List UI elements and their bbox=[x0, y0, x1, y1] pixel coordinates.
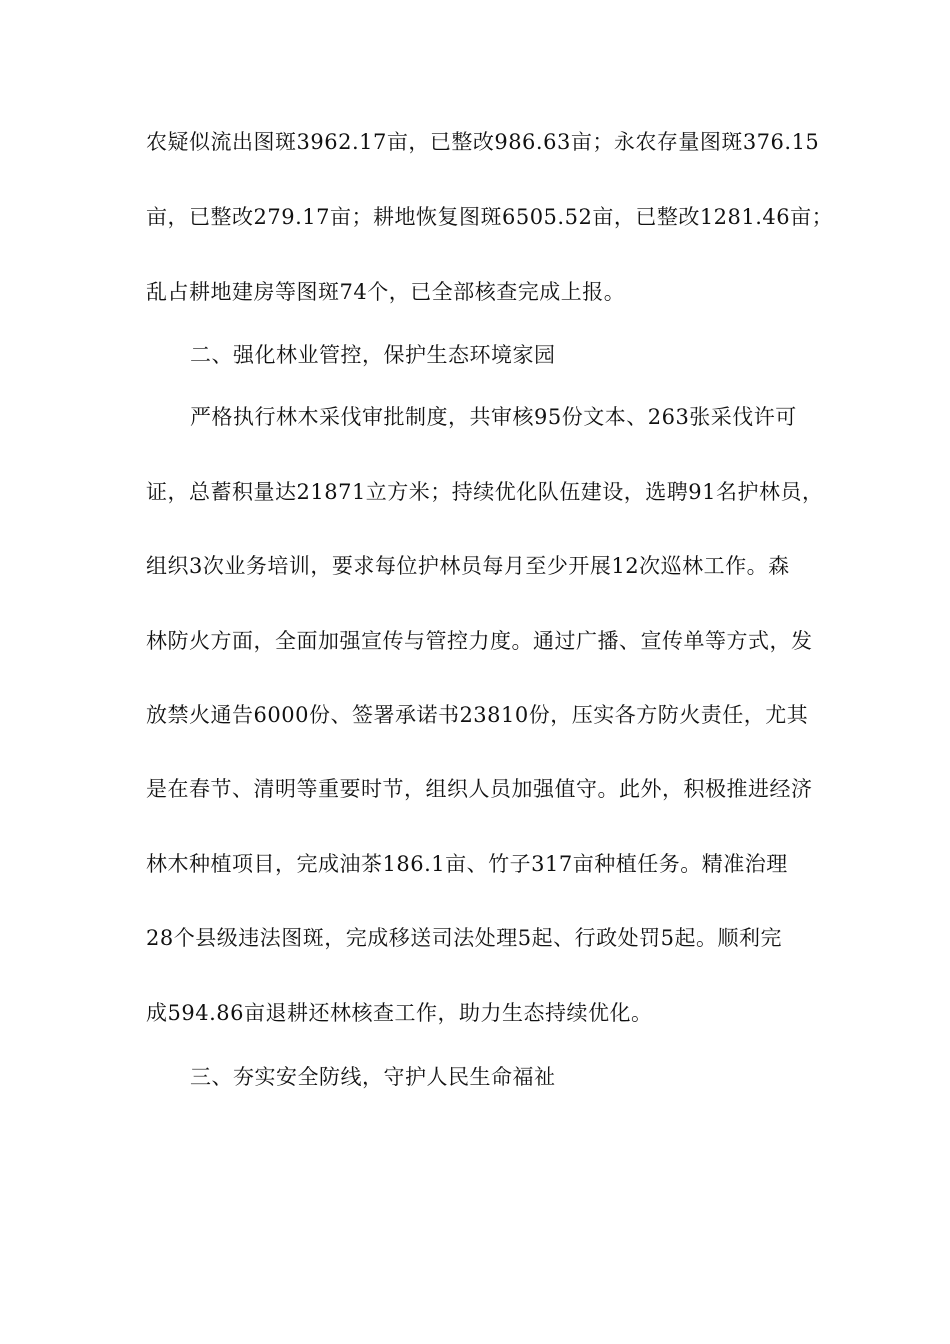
section-heading: 三、夯实安全防线，守护人民生命福祉 bbox=[190, 1065, 556, 1089]
paragraph-line: 28个县级违法图斑，完成移送司法处理5起、行政处罚5起。顺利完 bbox=[146, 926, 782, 950]
paragraph-line: 证，总蓄积量达21871立方米；持续优化队伍建设，选聘91名护林员， bbox=[146, 480, 824, 504]
paragraph-line: 林防火方面，全面加强宣传与管控力度。通过广播、宣传单等方式，发 bbox=[146, 629, 813, 653]
section-heading: 二、强化林业管控，保护生态环境家园 bbox=[190, 343, 556, 367]
paragraph-line: 放禁火通告6000份、签署承诺书23810份，压实各方防火责任，尤其 bbox=[146, 703, 809, 727]
paragraph-line: 是在春节、清明等重要时节，组织人员加强值守。此外，积极推进经济 bbox=[146, 777, 813, 801]
paragraph-line: 组织3次业务培训，要求每位护林员每月至少开展12次巡林工作。森 bbox=[146, 554, 790, 578]
paragraph-line: 亩，已整改279.17亩；耕地恢复图斑6505.52亩，已整改1281.46亩； bbox=[146, 205, 834, 229]
paragraph-line: 成594.86亩退耕还林核查工作，助力生态持续优化。 bbox=[146, 1001, 653, 1025]
paragraph-line: 乱占耕地建房等图斑74个，已全部核查完成上报。 bbox=[146, 280, 626, 304]
paragraph-line: 严格执行林木采伐审批制度，共审核95份文本、263张采伐许可 bbox=[190, 405, 797, 429]
paragraph-line: 林木种植项目，完成油茶186.1亩、竹子317亩种植任务。精准治理 bbox=[146, 852, 788, 876]
paragraph-line: 农疑似流出图斑3962.17亩，已整改986.63亩；永农存量图斑376.15 bbox=[146, 130, 820, 154]
